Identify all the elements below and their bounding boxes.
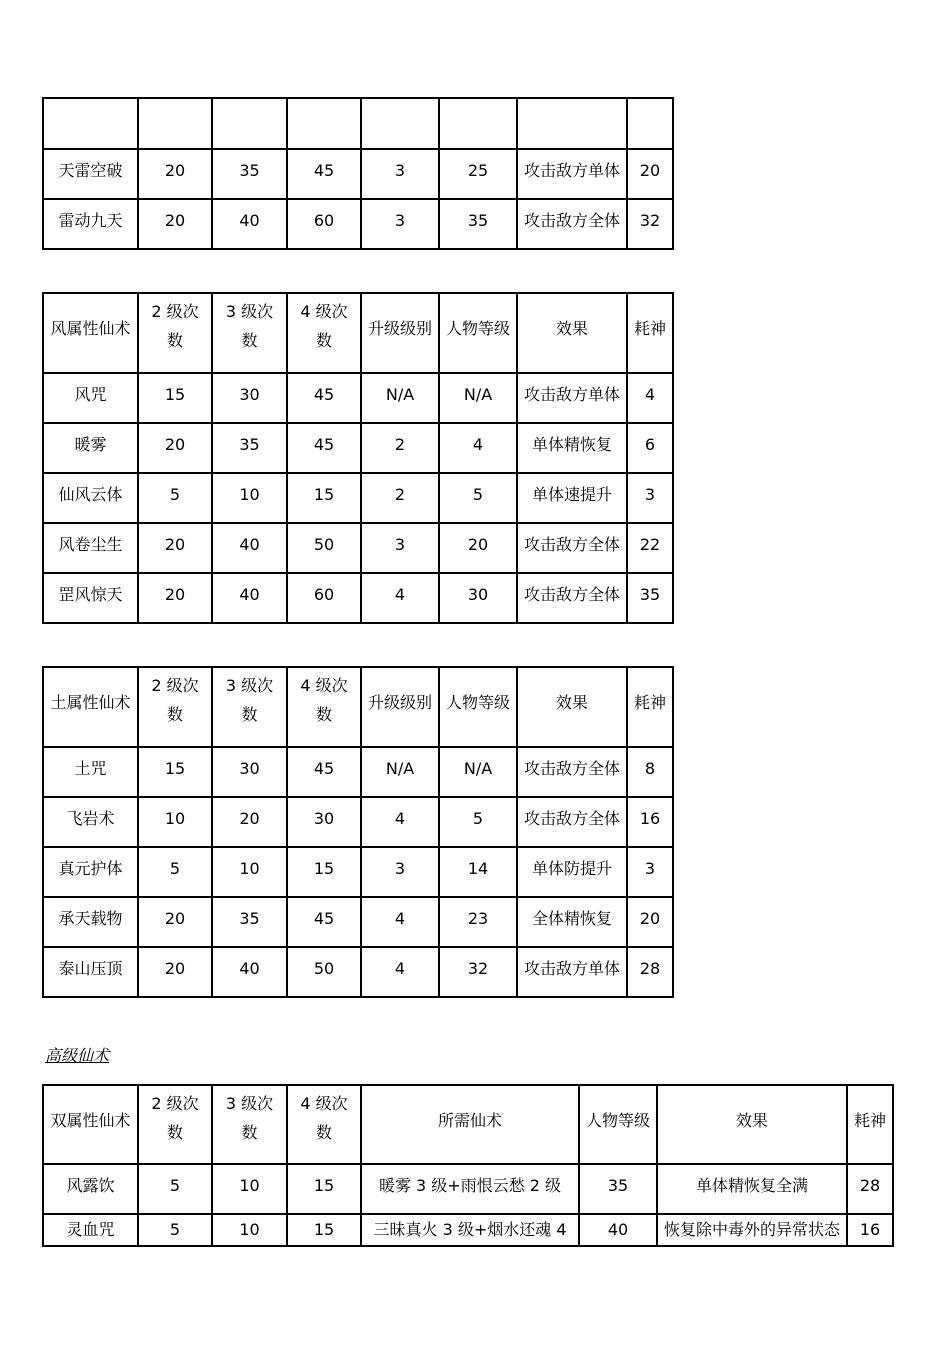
- table-row: [43, 423, 673, 473]
- spell-name: 风咒: [43, 373, 138, 423]
- spell-name: 真元护体: [43, 847, 138, 897]
- table-row: [43, 947, 673, 997]
- cell: 15: [287, 1214, 361, 1246]
- cell: 23: [439, 897, 517, 947]
- cell: 攻击敌方全体: [517, 199, 627, 249]
- cell: 10: [212, 473, 287, 523]
- cell: 35: [579, 1164, 657, 1214]
- cell: 单体精恢复全满: [657, 1164, 847, 1214]
- cell: 15: [287, 473, 361, 523]
- cell: 15: [287, 847, 361, 897]
- cell: 20: [138, 573, 212, 623]
- table-row: [43, 747, 673, 797]
- cell: 20: [627, 897, 673, 947]
- header-cell: 人物等级: [579, 1085, 657, 1164]
- cell: 6: [627, 423, 673, 473]
- cell: 单体精恢复: [517, 423, 627, 473]
- cell: 攻击敌方单体: [517, 947, 627, 997]
- cell: 16: [847, 1214, 893, 1246]
- header-cell: 土属性仙术: [43, 667, 138, 747]
- thunder-spells-table: [42, 97, 674, 250]
- cell: N/A: [361, 373, 439, 423]
- cell: 30: [212, 747, 287, 797]
- cell: 20: [138, 897, 212, 947]
- header-cell: [138, 98, 212, 149]
- header-cell: 2 级次数: [138, 1085, 212, 1164]
- header-cell: [439, 98, 517, 149]
- table-row: [43, 1214, 893, 1246]
- header-cell: [43, 98, 138, 149]
- header-cell: 4 级次数: [287, 1085, 361, 1164]
- cell: 攻击敌方全体: [517, 747, 627, 797]
- cell: 50: [287, 947, 361, 997]
- cell: 攻击敌方全体: [517, 573, 627, 623]
- header-cell: 人物等级: [439, 667, 517, 747]
- cell: 14: [439, 847, 517, 897]
- table-header-row: [43, 98, 673, 149]
- header-cell: 3 级次数: [212, 667, 287, 747]
- dual-spells-table: [42, 1084, 894, 1247]
- cell: 3: [361, 149, 439, 199]
- cell: 3: [627, 473, 673, 523]
- header-cell: 效果: [517, 293, 627, 373]
- cell: 攻击敌方单体: [517, 149, 627, 199]
- header-cell: [212, 98, 287, 149]
- cell: 5: [439, 473, 517, 523]
- table-row: [43, 847, 673, 897]
- cell: N/A: [439, 373, 517, 423]
- cell: 25: [439, 149, 517, 199]
- table-row: [43, 473, 673, 523]
- header-cell: 风属性仙术: [43, 293, 138, 373]
- cell: 3: [361, 847, 439, 897]
- cell: 2: [361, 423, 439, 473]
- spell-name: 仙风云体: [43, 473, 138, 523]
- cell: 20: [439, 523, 517, 573]
- header-cell: [287, 98, 361, 149]
- cell: 暖雾 3 级+雨恨云愁 2 级: [361, 1164, 579, 1214]
- section-title: 高级仙术: [45, 1046, 110, 1065]
- cell: 30: [212, 373, 287, 423]
- table-row: [43, 897, 673, 947]
- header-cell: 4 级次数: [287, 293, 361, 373]
- cell: 4: [439, 423, 517, 473]
- spell-name: 暖雾: [43, 423, 138, 473]
- cell: 40: [212, 573, 287, 623]
- cell: 恢复除中毒外的异常状态: [657, 1214, 847, 1246]
- cell: 45: [287, 423, 361, 473]
- spell-name: 风卷尘生: [43, 523, 138, 573]
- cell: 45: [287, 747, 361, 797]
- header-cell: 2 级次数: [138, 667, 212, 747]
- cell: 10: [138, 797, 212, 847]
- cell: 5: [138, 473, 212, 523]
- header-cell: 3 级次数: [212, 1085, 287, 1164]
- table-header-row: [43, 293, 673, 373]
- table-row: [43, 149, 673, 199]
- cell: 5: [138, 847, 212, 897]
- wind-spells-table: [42, 292, 674, 624]
- cell: 60: [287, 199, 361, 249]
- cell: 5: [439, 797, 517, 847]
- cell: 2: [361, 473, 439, 523]
- cell: 32: [439, 947, 517, 997]
- cell: 攻击敌方全体: [517, 797, 627, 847]
- spell-name: 泰山压顶: [43, 947, 138, 997]
- header-cell: 耗神: [847, 1085, 893, 1164]
- cell: 50: [287, 523, 361, 573]
- header-cell: 双属性仙术: [43, 1085, 138, 1164]
- cell: 20: [138, 523, 212, 573]
- cell: 15: [138, 373, 212, 423]
- spell-name: 风露饮: [43, 1164, 138, 1214]
- table-row: [43, 373, 673, 423]
- header-cell: 4 级次数: [287, 667, 361, 747]
- header-cell: 效果: [657, 1085, 847, 1164]
- earth-spells-table: [42, 666, 674, 998]
- spell-name: 罡风惊天: [43, 573, 138, 623]
- cell: 35: [212, 149, 287, 199]
- cell: 攻击敌方全体: [517, 523, 627, 573]
- header-cell: 耗神: [627, 293, 673, 373]
- cell: 20: [138, 199, 212, 249]
- cell: 3: [361, 199, 439, 249]
- cell: 4: [361, 897, 439, 947]
- header-cell: 升级级别: [361, 293, 439, 373]
- cell: 20: [138, 149, 212, 199]
- cell: 35: [627, 573, 673, 623]
- cell: 4: [361, 947, 439, 997]
- cell: 3: [627, 847, 673, 897]
- cell: 攻击敌方单体: [517, 373, 627, 423]
- cell: 40: [212, 947, 287, 997]
- cell: 4: [361, 573, 439, 623]
- header-cell: [361, 98, 439, 149]
- table-row: [43, 523, 673, 573]
- spell-name: 承天载物: [43, 897, 138, 947]
- spell-name: 飞岩术: [43, 797, 138, 847]
- cell: N/A: [439, 747, 517, 797]
- header-cell: [627, 98, 673, 149]
- cell: 45: [287, 149, 361, 199]
- cell: 22: [627, 523, 673, 573]
- cell: 单体速提升: [517, 473, 627, 523]
- header-cell: 升级级别: [361, 667, 439, 747]
- cell: 40: [212, 199, 287, 249]
- cell: 15: [138, 747, 212, 797]
- cell: 60: [287, 573, 361, 623]
- cell: 5: [138, 1164, 212, 1214]
- cell: 35: [439, 199, 517, 249]
- cell: N/A: [361, 747, 439, 797]
- cell: 全体精恢复: [517, 897, 627, 947]
- cell: 5: [138, 1214, 212, 1246]
- cell: 35: [212, 897, 287, 947]
- cell: 4: [361, 797, 439, 847]
- cell: 10: [212, 1164, 287, 1214]
- cell: 20: [138, 947, 212, 997]
- cell: 4: [627, 373, 673, 423]
- table-row: [43, 1164, 893, 1214]
- cell: 16: [627, 797, 673, 847]
- cell: 32: [627, 199, 673, 249]
- cell: 10: [212, 1214, 287, 1246]
- table-row: [43, 797, 673, 847]
- cell: 20: [138, 423, 212, 473]
- header-cell: 耗神: [627, 667, 673, 747]
- cell: 3: [361, 523, 439, 573]
- cell: 20: [627, 149, 673, 199]
- spell-name: 灵血咒: [43, 1214, 138, 1246]
- table-row: [43, 573, 673, 623]
- cell: 40: [579, 1214, 657, 1246]
- header-cell: 2 级次数: [138, 293, 212, 373]
- spell-name: 土咒: [43, 747, 138, 797]
- cell: 30: [439, 573, 517, 623]
- header-cell: [517, 98, 627, 149]
- table-header-row: [43, 667, 673, 747]
- cell: 45: [287, 373, 361, 423]
- cell: 20: [212, 797, 287, 847]
- spell-name: 天雷空破: [43, 149, 138, 199]
- spell-name: 雷动九天: [43, 199, 138, 249]
- cell: 15: [287, 1164, 361, 1214]
- cell: 45: [287, 897, 361, 947]
- cell: 40: [212, 523, 287, 573]
- cell: 单体防提升: [517, 847, 627, 897]
- cell: 28: [627, 947, 673, 997]
- header-cell: 人物等级: [439, 293, 517, 373]
- cell: 10: [212, 847, 287, 897]
- cell: 三昧真火 3 级+烟水还魂 4: [361, 1214, 579, 1246]
- cell: 30: [287, 797, 361, 847]
- cell: 35: [212, 423, 287, 473]
- header-cell: 所需仙术: [361, 1085, 579, 1164]
- header-cell: 3 级次数: [212, 293, 287, 373]
- table-header-row: [43, 1085, 893, 1164]
- table-row: [43, 199, 673, 249]
- cell: 28: [847, 1164, 893, 1214]
- cell: 8: [627, 747, 673, 797]
- header-cell: 效果: [517, 667, 627, 747]
